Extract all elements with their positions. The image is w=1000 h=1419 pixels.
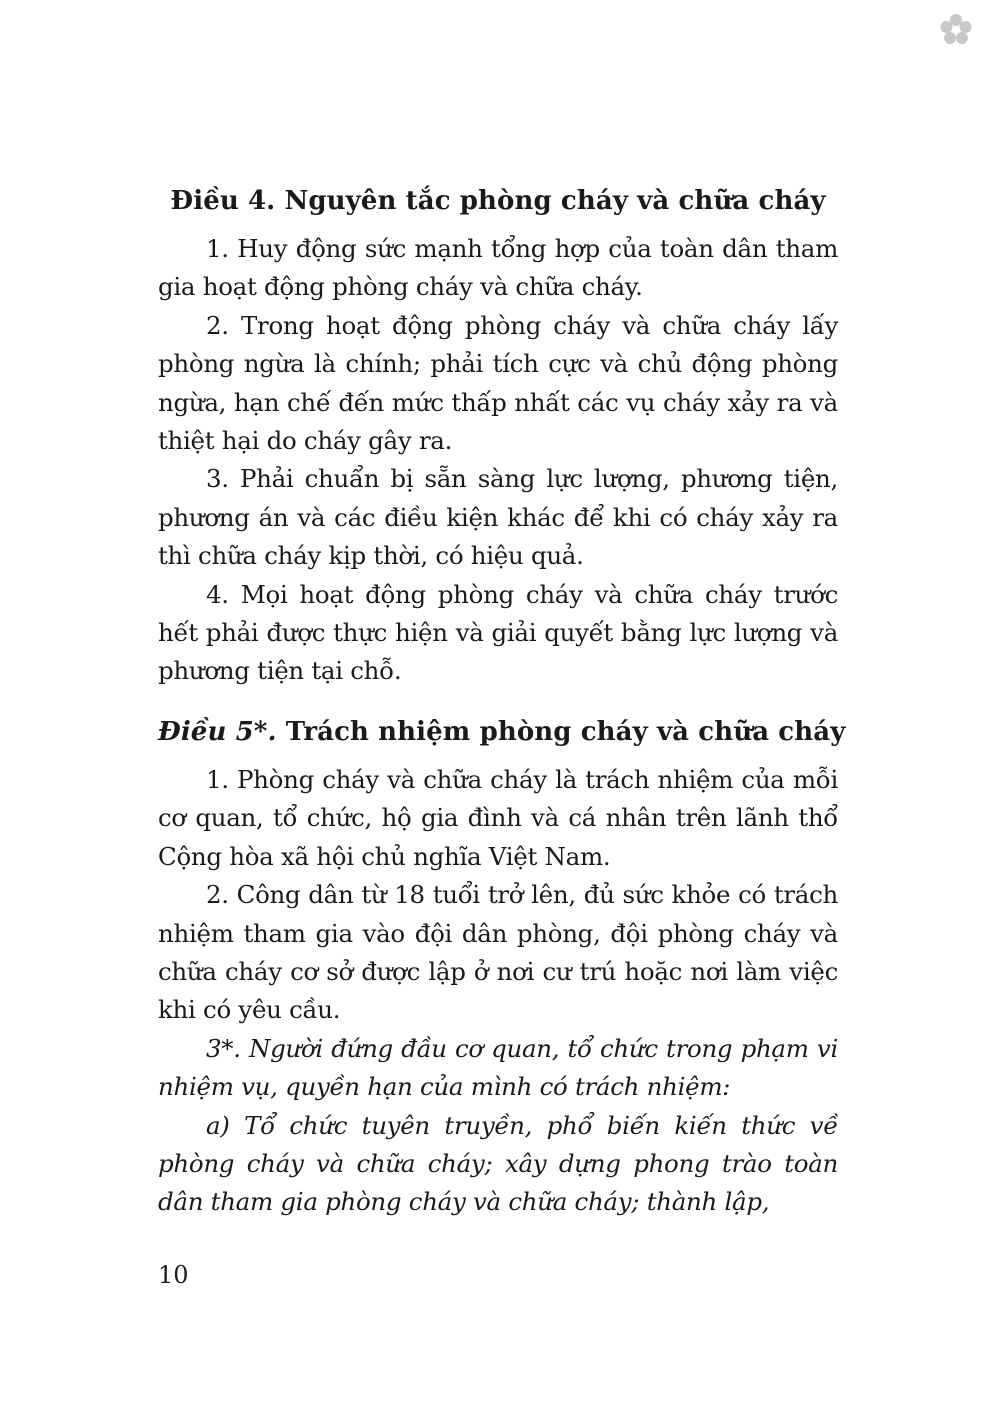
article-5-clause-3a: a) Tổ chức tuyên truyền, phổ biến kiến thức về phòng cháy và chữa cháy; xây dựng phong trào toàn dân tham gia phòng cháy và chữa cháy; thành lập,: [158, 1110, 838, 1217]
article-4-clause-1: 1. Huy động sức mạnh tổng hợp của toàn dân tham gia hoạt động phòng cháy và chữa cháy.: [158, 234, 838, 302]
article-4-clause-3: 3. Phải chuẩn bị sẵn sàng lực lượng, phương tiện, phương án và các điều kiện khác để khi có cháy xảy ra thì chữa cháy kịp thời, có hiệu quả.: [158, 464, 838, 571]
article-5-clause-3: 3*. Người đứng đầu cơ quan, tổ chức trong phạm vi nhiệm vụ, quyền hạn của mình có trách nhiệm:: [158, 1033, 838, 1102]
article-4-heading: Điều 4. Nguyên tắc phòng cháy và chữa cháy: [170, 186, 826, 216]
article-4-clause-4: 4. Mọi hoạt động phòng cháy và chữa cháy trước hết phải được thực hiện và giải quyết bằng lực lượng và phương tiện tại chỗ.: [158, 579, 838, 686]
article-5-number: Điều 5*.: [158, 716, 277, 747]
article-4-clause-2: 2. Trong hoạt động phòng cháy và chữa cháy lấy phòng ngừa là chính; phải tích cực và chủ động phòng ngừa, hạn chế đến mức thấp nhất các vụ cháy xảy ra và thiệt hại do cháy gây ra.: [158, 310, 838, 456]
flower-ornament-icon: [936, 10, 976, 50]
article-5-clause-1: 1. Phòng cháy và chữa cháy là trách nhiệm của mỗi cơ quan, tổ chức, hộ gia đình và cá nhân trên lãnh thổ Cộng hòa xã hội chủ nghĩa Việt Nam.: [158, 764, 838, 871]
article-5-title: Trách nhiệm phòng cháy và chữa cháy: [276, 716, 846, 747]
section-spacer: [158, 691, 838, 713]
article-5-clause-2: 2. Công dân từ 18 tuổi trở lên, đủ sức khỏe có trách nhiệm tham gia vào đội dân phòng, đội phòng cháy và chữa cháy cơ sở được lập ở nơi cư trú hoặc nơi làm việc khi có yêu cầu.: [158, 880, 838, 1025]
document-body: [158, 182, 846, 1222]
page-number: 10: [158, 1261, 189, 1289]
article-5-heading: [158, 713, 846, 751]
